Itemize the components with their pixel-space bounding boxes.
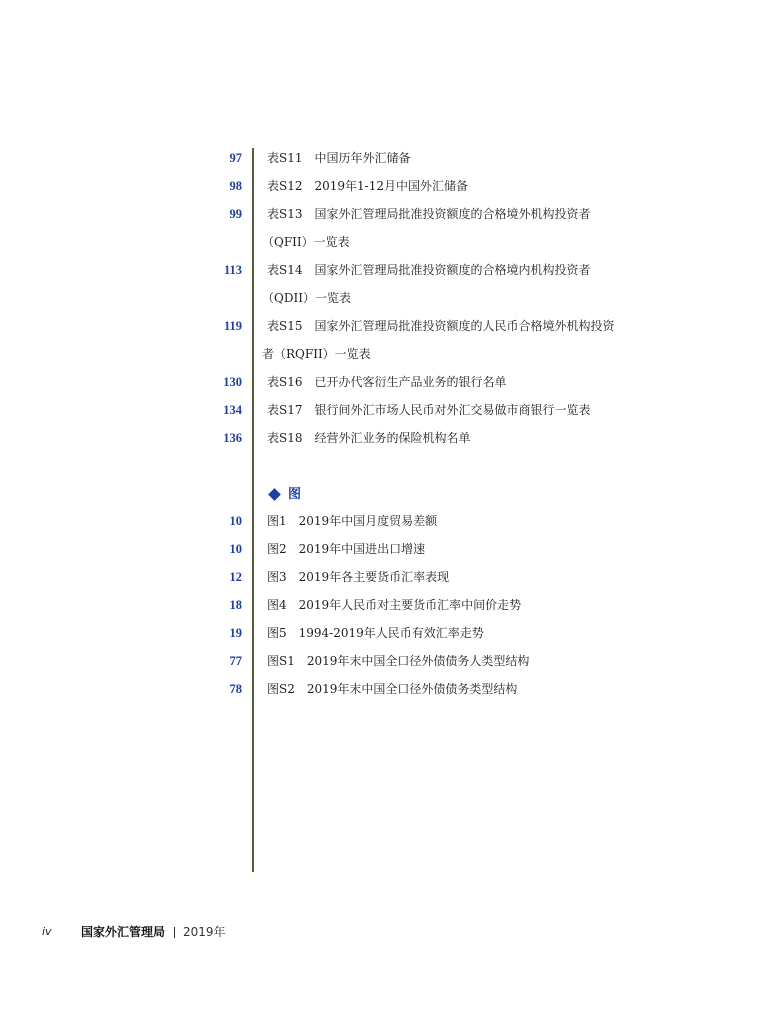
page-number: 113 [223, 263, 242, 277]
entry-code: 表S13 [267, 207, 303, 221]
entry-title-text: 2019年人民币对主要货币汇率中间价走势 [298, 598, 522, 612]
entry-code: 图4 [267, 598, 287, 612]
entry-code: 表S17 [267, 403, 303, 417]
toc-entry[interactable] [0, 399, 760, 421]
toc-entry[interactable] [0, 538, 760, 560]
entry-code: 图2 [267, 542, 287, 556]
entry-title [267, 371, 507, 393]
entry-title [267, 175, 468, 197]
footer-year: 2019年 [183, 925, 226, 939]
page-number: 10 [229, 514, 242, 528]
entry-code: 图S2 [267, 682, 295, 696]
entry-title [267, 622, 484, 644]
entry-title [267, 427, 471, 449]
page-number: 136 [223, 431, 242, 445]
entry-title-text: 银行间外汇市场人民币对外汇交易做市商银行一览表 [314, 403, 591, 417]
diamond-bullet-icon [268, 488, 281, 501]
section-heading-figures [267, 484, 301, 506]
entry-title [267, 147, 411, 169]
page-number: 18 [229, 598, 242, 612]
entry-title [267, 315, 615, 337]
page-number: 12 [229, 570, 242, 584]
entry-code: 表S18 [267, 431, 303, 445]
entry-title-text: 2019年末中国全口径外债债务人类型结构 [306, 654, 530, 668]
entry-title [267, 399, 591, 421]
toc-entry[interactable] [0, 510, 760, 532]
toc-entry[interactable] [0, 315, 760, 337]
toc-entry[interactable] [0, 594, 760, 616]
entry-title-continuation: （QDII）一览表 [262, 291, 351, 305]
footer-organization: 国家外汇管理局 [81, 925, 166, 939]
entry-code: 表S12 [267, 179, 303, 193]
page-number: 99 [229, 207, 242, 221]
entry-title-text: 国家外汇管理局批准投资额度的人民币合格境外机构投资 [314, 319, 615, 333]
page-number: 98 [229, 179, 242, 193]
entry-code: 图5 [267, 626, 287, 640]
page-number: 119 [223, 319, 242, 333]
toc-entry[interactable] [0, 203, 760, 225]
entry-title-continuation: （QFII）一览表 [262, 235, 350, 249]
page-number: 77 [229, 654, 242, 668]
entry-title-continuation: 者（RQFII）一览表 [262, 347, 371, 361]
entry-code: 表S11 [267, 151, 303, 165]
entry-title-text: 2019年中国进出口增速 [298, 542, 426, 556]
entry-title [267, 510, 437, 532]
page-number: 78 [229, 682, 242, 696]
toc-entry[interactable] [0, 259, 760, 281]
entry-code: 图3 [267, 570, 287, 584]
entry-title [267, 203, 591, 225]
entry-title [267, 678, 517, 700]
entry-title-text: 国家外汇管理局批准投资额度的合格境外机构投资者 [314, 207, 591, 221]
page-number: 10 [229, 542, 242, 556]
entry-title-text: 2019年各主要货币汇率表现 [298, 570, 450, 584]
entry-title-text: 2019年中国月度贸易差额 [298, 514, 438, 528]
entry-title-text: 1994-2019年人民币有效汇率走势 [298, 626, 484, 640]
footer-page-number: iv [42, 925, 52, 938]
toc-entry[interactable] [0, 147, 760, 169]
toc-entry[interactable] [0, 566, 760, 588]
page-number: 19 [229, 626, 242, 640]
entry-title-text: 已开办代客衍生产品业务的银行名单 [314, 375, 507, 389]
footer-divider [174, 927, 175, 938]
entry-title-text: 国家外汇管理局批准投资额度的合格境内机构投资者 [314, 263, 591, 277]
entry-title-text: 2019年末中国全口径外债债务类型结构 [306, 682, 518, 696]
entry-title-text: 2019年1-12月中国外汇储备 [314, 179, 468, 193]
toc-entry[interactable] [0, 175, 760, 197]
page-number: 97 [229, 151, 242, 165]
entry-title [267, 594, 521, 616]
entry-title [267, 650, 529, 672]
entry-code: 表S16 [267, 375, 303, 389]
toc-entry[interactable] [0, 371, 760, 393]
entry-code: 表S15 [267, 319, 303, 333]
section-heading-text: 图 [288, 487, 302, 502]
entry-title-text: 经营外汇业务的保险机构名单 [314, 431, 471, 445]
page-number: 130 [223, 375, 242, 389]
toc-entry[interactable] [0, 650, 760, 672]
entry-code: 表S14 [267, 263, 303, 277]
entry-title-text: 中国历年外汇储备 [314, 151, 411, 165]
entry-title [267, 259, 591, 281]
toc-entry[interactable] [0, 427, 760, 449]
page-number: 134 [223, 403, 242, 417]
toc-entry[interactable] [0, 678, 760, 700]
entry-code: 图S1 [267, 654, 295, 668]
toc-entry[interactable] [0, 622, 760, 644]
entry-title [267, 538, 425, 560]
entry-code: 图1 [267, 514, 287, 528]
entry-title [267, 566, 449, 588]
